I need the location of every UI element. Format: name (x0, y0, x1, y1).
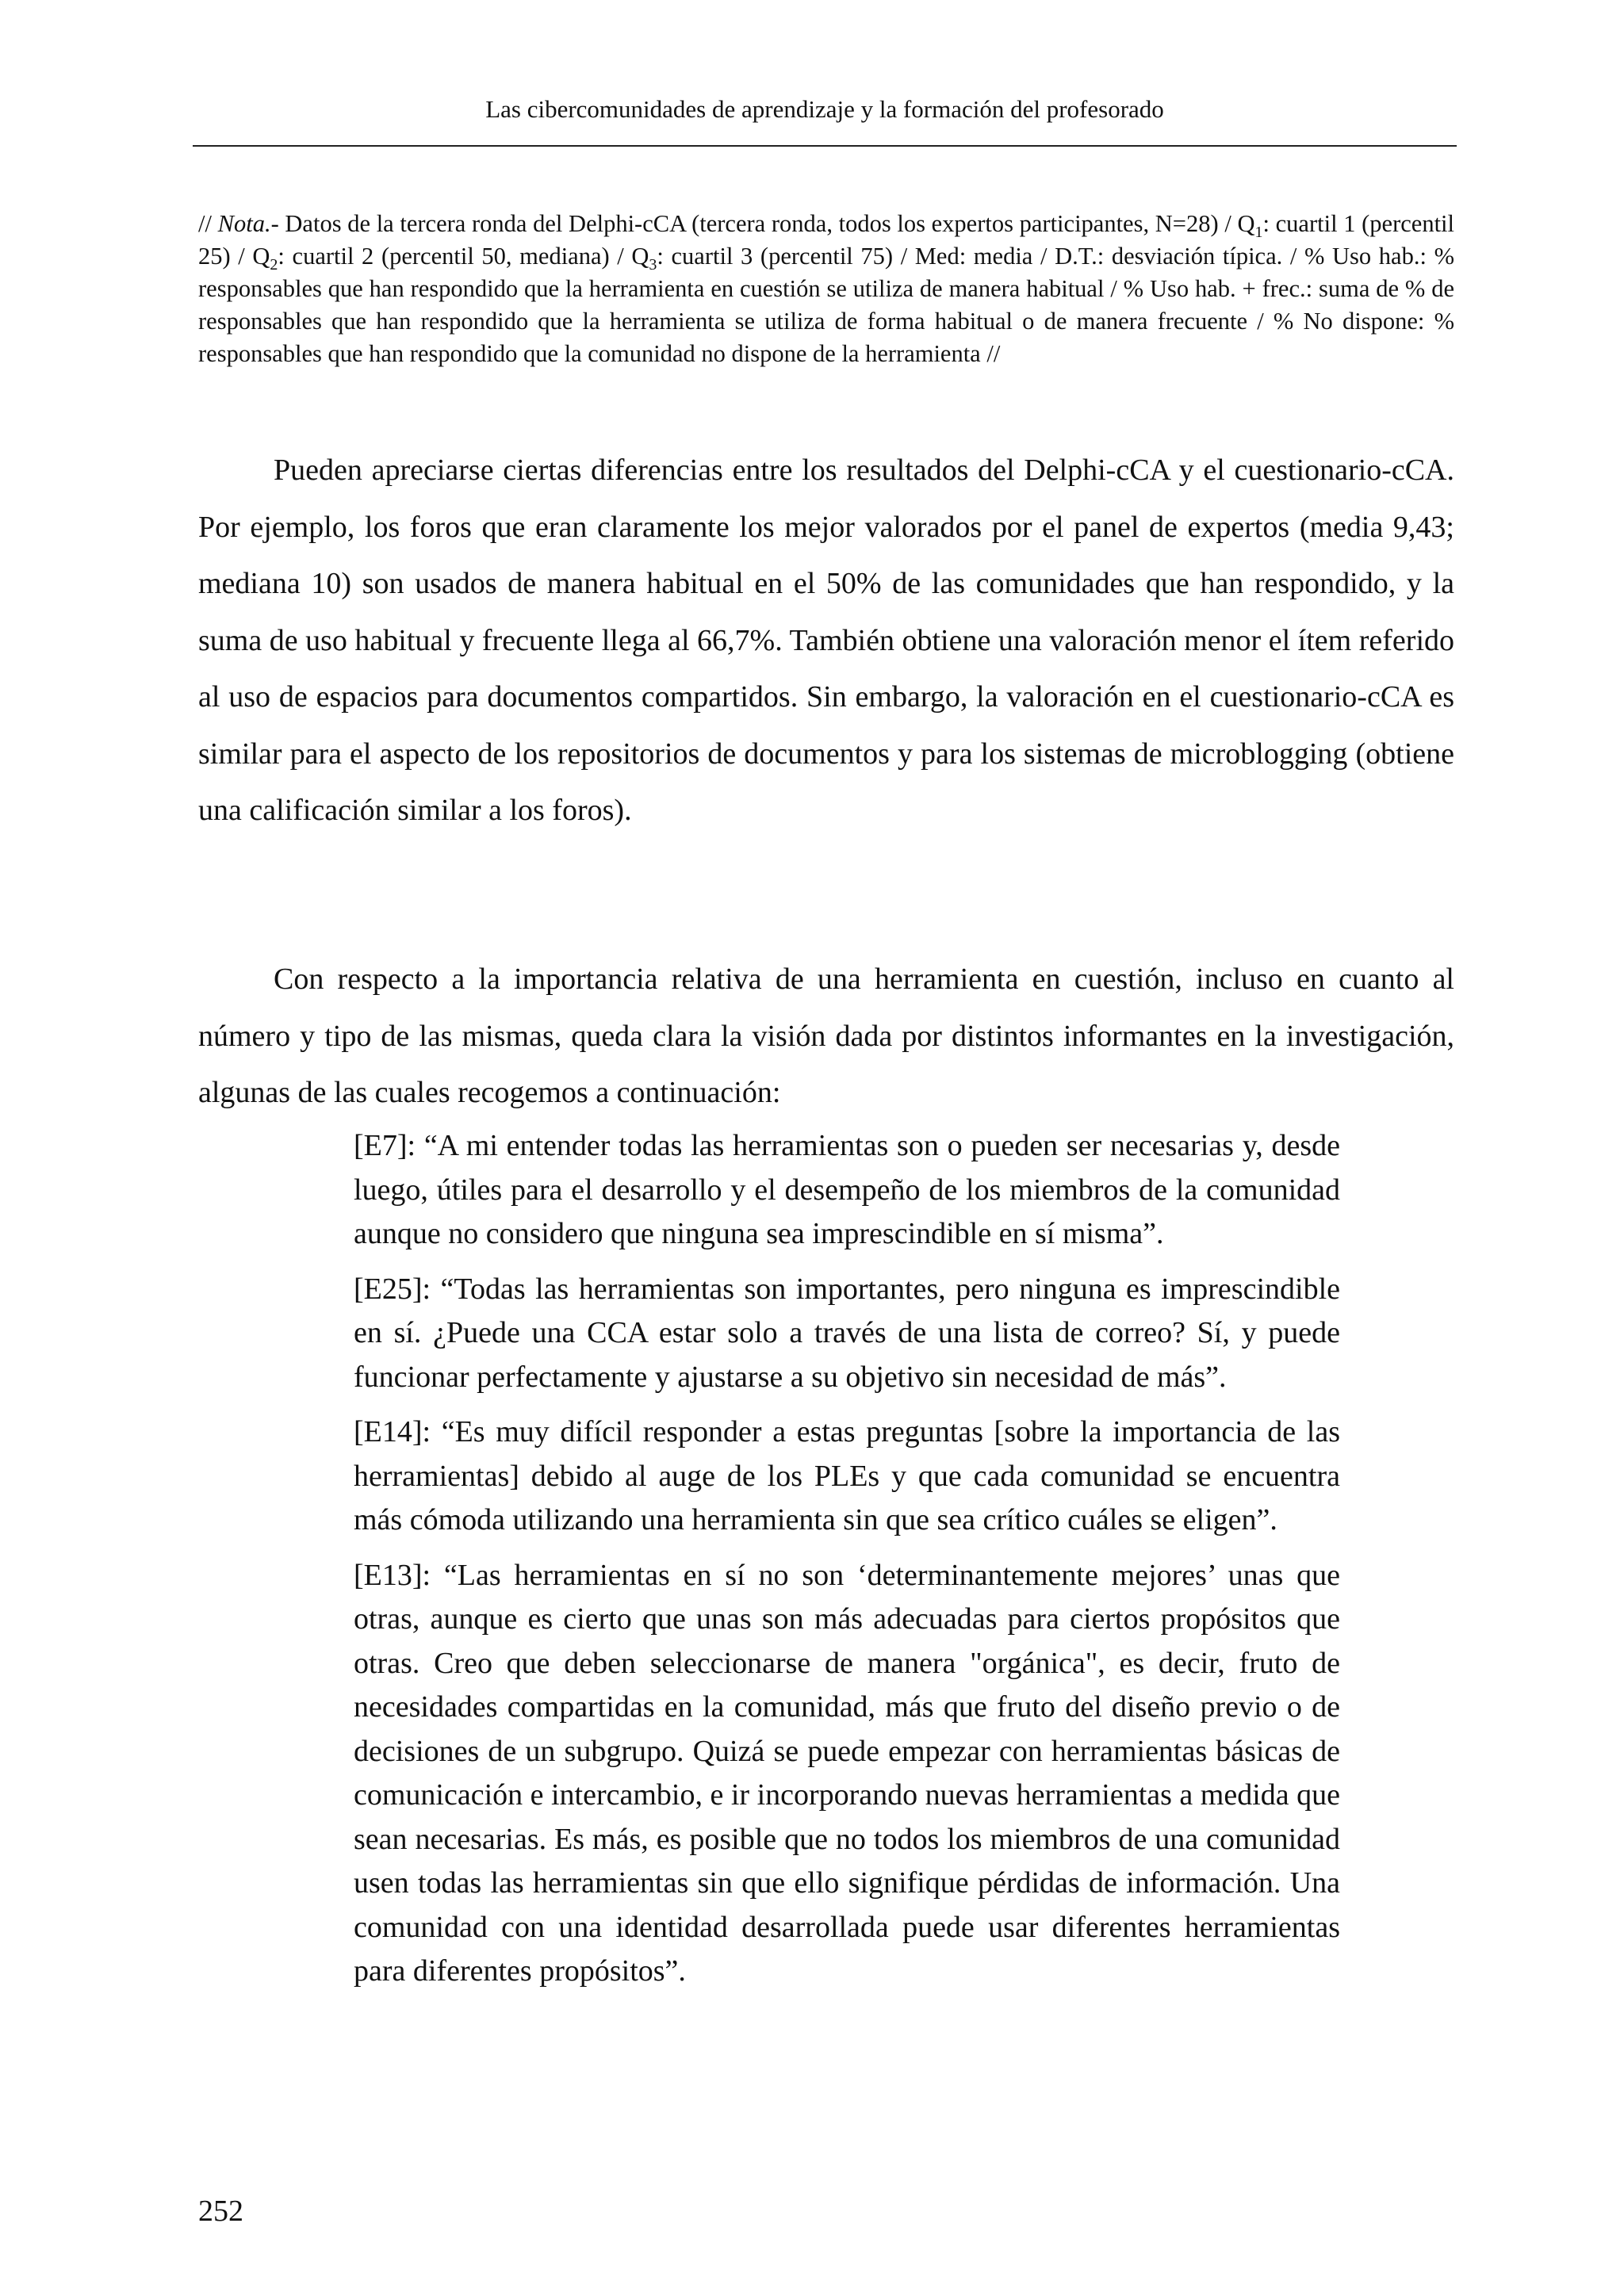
note-text-1: - Datos de la tercera ronda del Delphi-cCA (tercera ronda, todos los expertos participantes, N=28) / Q (270, 210, 1255, 237)
page-number: 252 (198, 2195, 243, 2228)
quote-e13: [E13]: “Las herramientas en sí no son ‘determinantemente mejores’ unas que otras, aunque es cierto que unas son más adecuadas para ciertos propósitos que otras. Creo que deben seleccionarse de manera "orgánica", es decir, fruto de necesidades compartidas en la comunidad, más que fruto del diseño previo o de decisiones de un subgrupo. Quizá se puede empezar con herramientas básicas de comunicación e intercambio, e ir incorporando nuevas herramientas a medida que sean necesarias. Es más, es posible que no todos los miembros de una comunidad usen todas las herramientas sin que ello signifique pérdidas de información. Una comunidad con una identidad desarrollada puede usar diferentes herramientas para diferentes propósitos”. (354, 1558, 1340, 1988)
body-paragraph-2: Con respecto a la importancia relativa de una herramienta en cuestión, incluso en cuanto al número y tipo de las mismas, queda clara la visión dada por distintos informantes en la investigación, algunas de las cuales recogemos a continuación: (198, 962, 1454, 1109)
body-paragraph-1: Pueden apreciarse ciertas diferencias entre los resultados del Delphi-cCA y el cuestionario-cCA. Por ejemplo, los foros que eran claramente los mejor valorados por el panel de expertos (media 9,43; mediana 10) son usados de manera habitual en el 50% de las comunidades que han respondido, y la suma de uso habitual y frecuente llega al 66,7%. También obtiene una valoración menor el ítem referido al uso de espacios para documentos compartidos. Sin embargo, la valoración en el cuestionario-cCA es similar para el aspecto de los repositorios de documentos y para los sistemas de microblogging (obtiene una calificación similar a los foros). (198, 453, 1454, 827)
note-text-3: : cuartil 2 (percentil 50, mediana) / Q (278, 243, 649, 270)
note-text-2: : cuartil 1 (percentil 25) / Q (198, 210, 1454, 270)
quotations-block (354, 1124, 1340, 2005)
running-header: Las cibercomunidades de aprendizaje y la formación del profesorado (485, 95, 1164, 123)
note-subscript-1: 1 (1254, 224, 1263, 242)
note-prefix: // (198, 210, 218, 237)
table-note (198, 208, 1454, 370)
note-text-4: : cuartil 3 (percentil 75) / Med: media / D.T.: desviación típica. / % Uso hab.: % responsables que han respondido que la herramienta en cuestión se utiliza de manera habitual / % Uso hab. + frec.: suma de % de responsables que han respondido que la herramienta se utiliza de forma habitual o de manera frecuente / % No dispone: % responsables que han respondido que la comunidad no dispone de la herramienta // (198, 243, 1454, 367)
note-subscript-3: 3 (649, 256, 657, 274)
note-subscript-2: 2 (270, 256, 278, 274)
quote-e7: [E7]: “A mi entender todas las herramientas son o pueden ser necesarias y, desde luego, útiles para el desarrollo y el desempeño de los miembros de la comunidad aunque no considero que ninguna sea imprescindible en sí misma”. (354, 1129, 1340, 1250)
quote-e25: [E25]: “Todas las herramientas son importantes, pero ninguna es imprescindible en sí. ¿Puede una CCA estar solo a través de una lista de correo? Sí, y puede funcionar perfectamente y ajustarse a su objetivo sin necesidad de más”. (354, 1272, 1340, 1394)
header-divider (193, 145, 1457, 147)
quote-e14: [E14]: “Es muy difícil responder a estas preguntas [sobre la importancia de las herramientas] debido al auge de los PLEs y que cada comunidad se encuentra más cómoda utilizando una herramienta sin que sea crítico cuáles se eligen”. (354, 1415, 1340, 1536)
note-label: Nota. (217, 210, 271, 237)
